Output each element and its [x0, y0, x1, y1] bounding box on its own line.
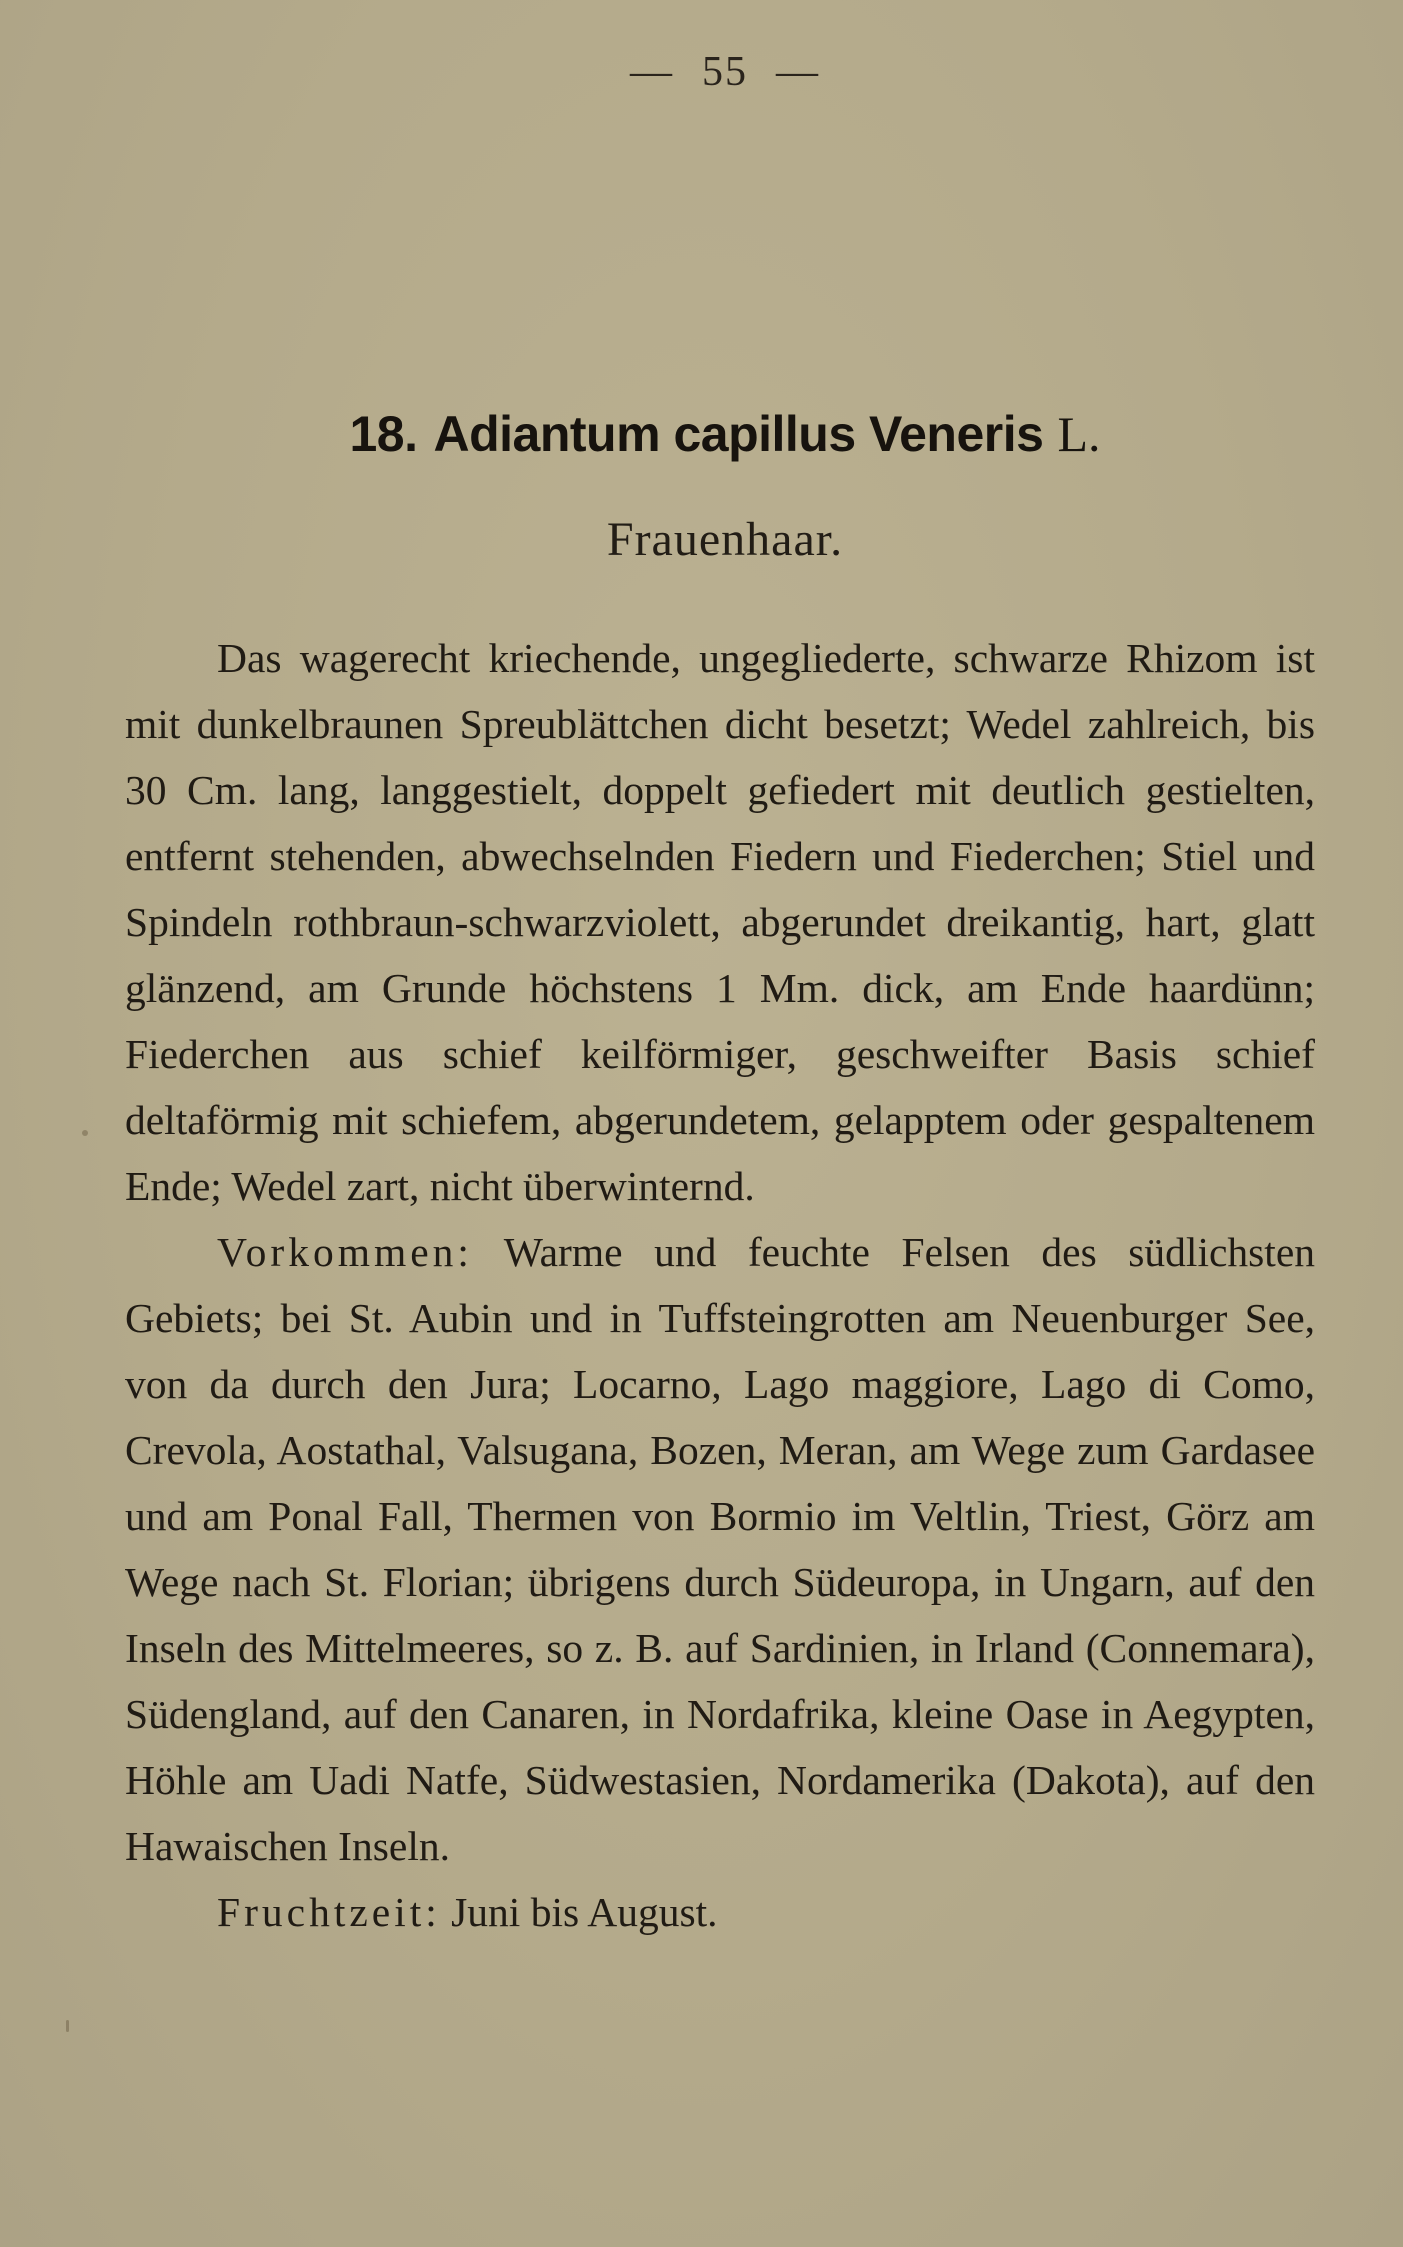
fruiting-text: Juni bis August. — [451, 1889, 718, 1935]
paper-speck — [66, 2020, 69, 2032]
occurrence-paragraph — [125, 1219, 1315, 1879]
page-number-dash-left: — — [630, 49, 674, 95]
page-number-dash-right: — — [776, 49, 820, 95]
fruiting-paragraph — [125, 1879, 1315, 1945]
occurrence-text: Warme und feuchte Felsen des südlichsten Gebiets; bei St. Aubin und in Tuffsteingrotten am Neuenburger See, von da durch den Jura; Locarno, Lago maggiore, Lago di Como, Crevola, Aostathal, Valsugana, Bozen, Meran, am Wege zum Gardasee und am Ponal Fall, Thermen von Bormio im Veltlin, Triest, Görz am Wege nach St. Florian; übrigens durch Südeuropa, in Ungarn, auf den Inseln des Mittelmeeres, so z. B. auf Sardinien, in Irland (Connemara), Südengland, auf den Canaren, in Nordafrika, kleine Oase in Aegypten, Höhle am Uadi Natfe, Südwestasien, Nordamerika (Dakota), auf den Hawaischen Inseln. — [125, 1229, 1315, 1869]
species-heading — [0, 405, 1403, 463]
species-name: Adiantum capillus Veneris — [433, 406, 1044, 462]
species-author: L. — [1057, 406, 1101, 462]
description-paragraph: Das wagerecht kriechende, ungegliederte, schwarze Rhizom ist mit dunkelbraunen Spreublättchen dicht besetzt; Wedel zahlreich, bis 30 Cm. lang, langgestielt, doppelt gefiedert mit deutlich gestielten, entfernt stehenden, abwechselnden Fiedern und Fiederchen; Stiel und Spindeln rothbraun-schwarzviolett, abgerundet dreikantig, hart, glatt glänzend, am Grunde höchstens 1 Mm. dick, am Ende haardünn; Fiederchen aus schief keilförmiger, geschweifter Basis schief deltaförmig mit schiefem, abgerundetem, gelapptem oder gespaltenem Ende; Wedel zart, nicht überwinternd. — [125, 635, 1315, 1209]
fruiting-label: Fruchtzeit: — [217, 1889, 441, 1935]
paper-speck — [82, 1130, 88, 1136]
page-number-value: 55 — [702, 49, 748, 95]
occurrence-label: Vorkommen: — [217, 1229, 473, 1275]
page-number — [0, 48, 1403, 96]
species-number: 18. — [349, 406, 418, 462]
body-text — [125, 625, 1315, 1945]
common-name: Frauenhaar. — [606, 513, 844, 566]
